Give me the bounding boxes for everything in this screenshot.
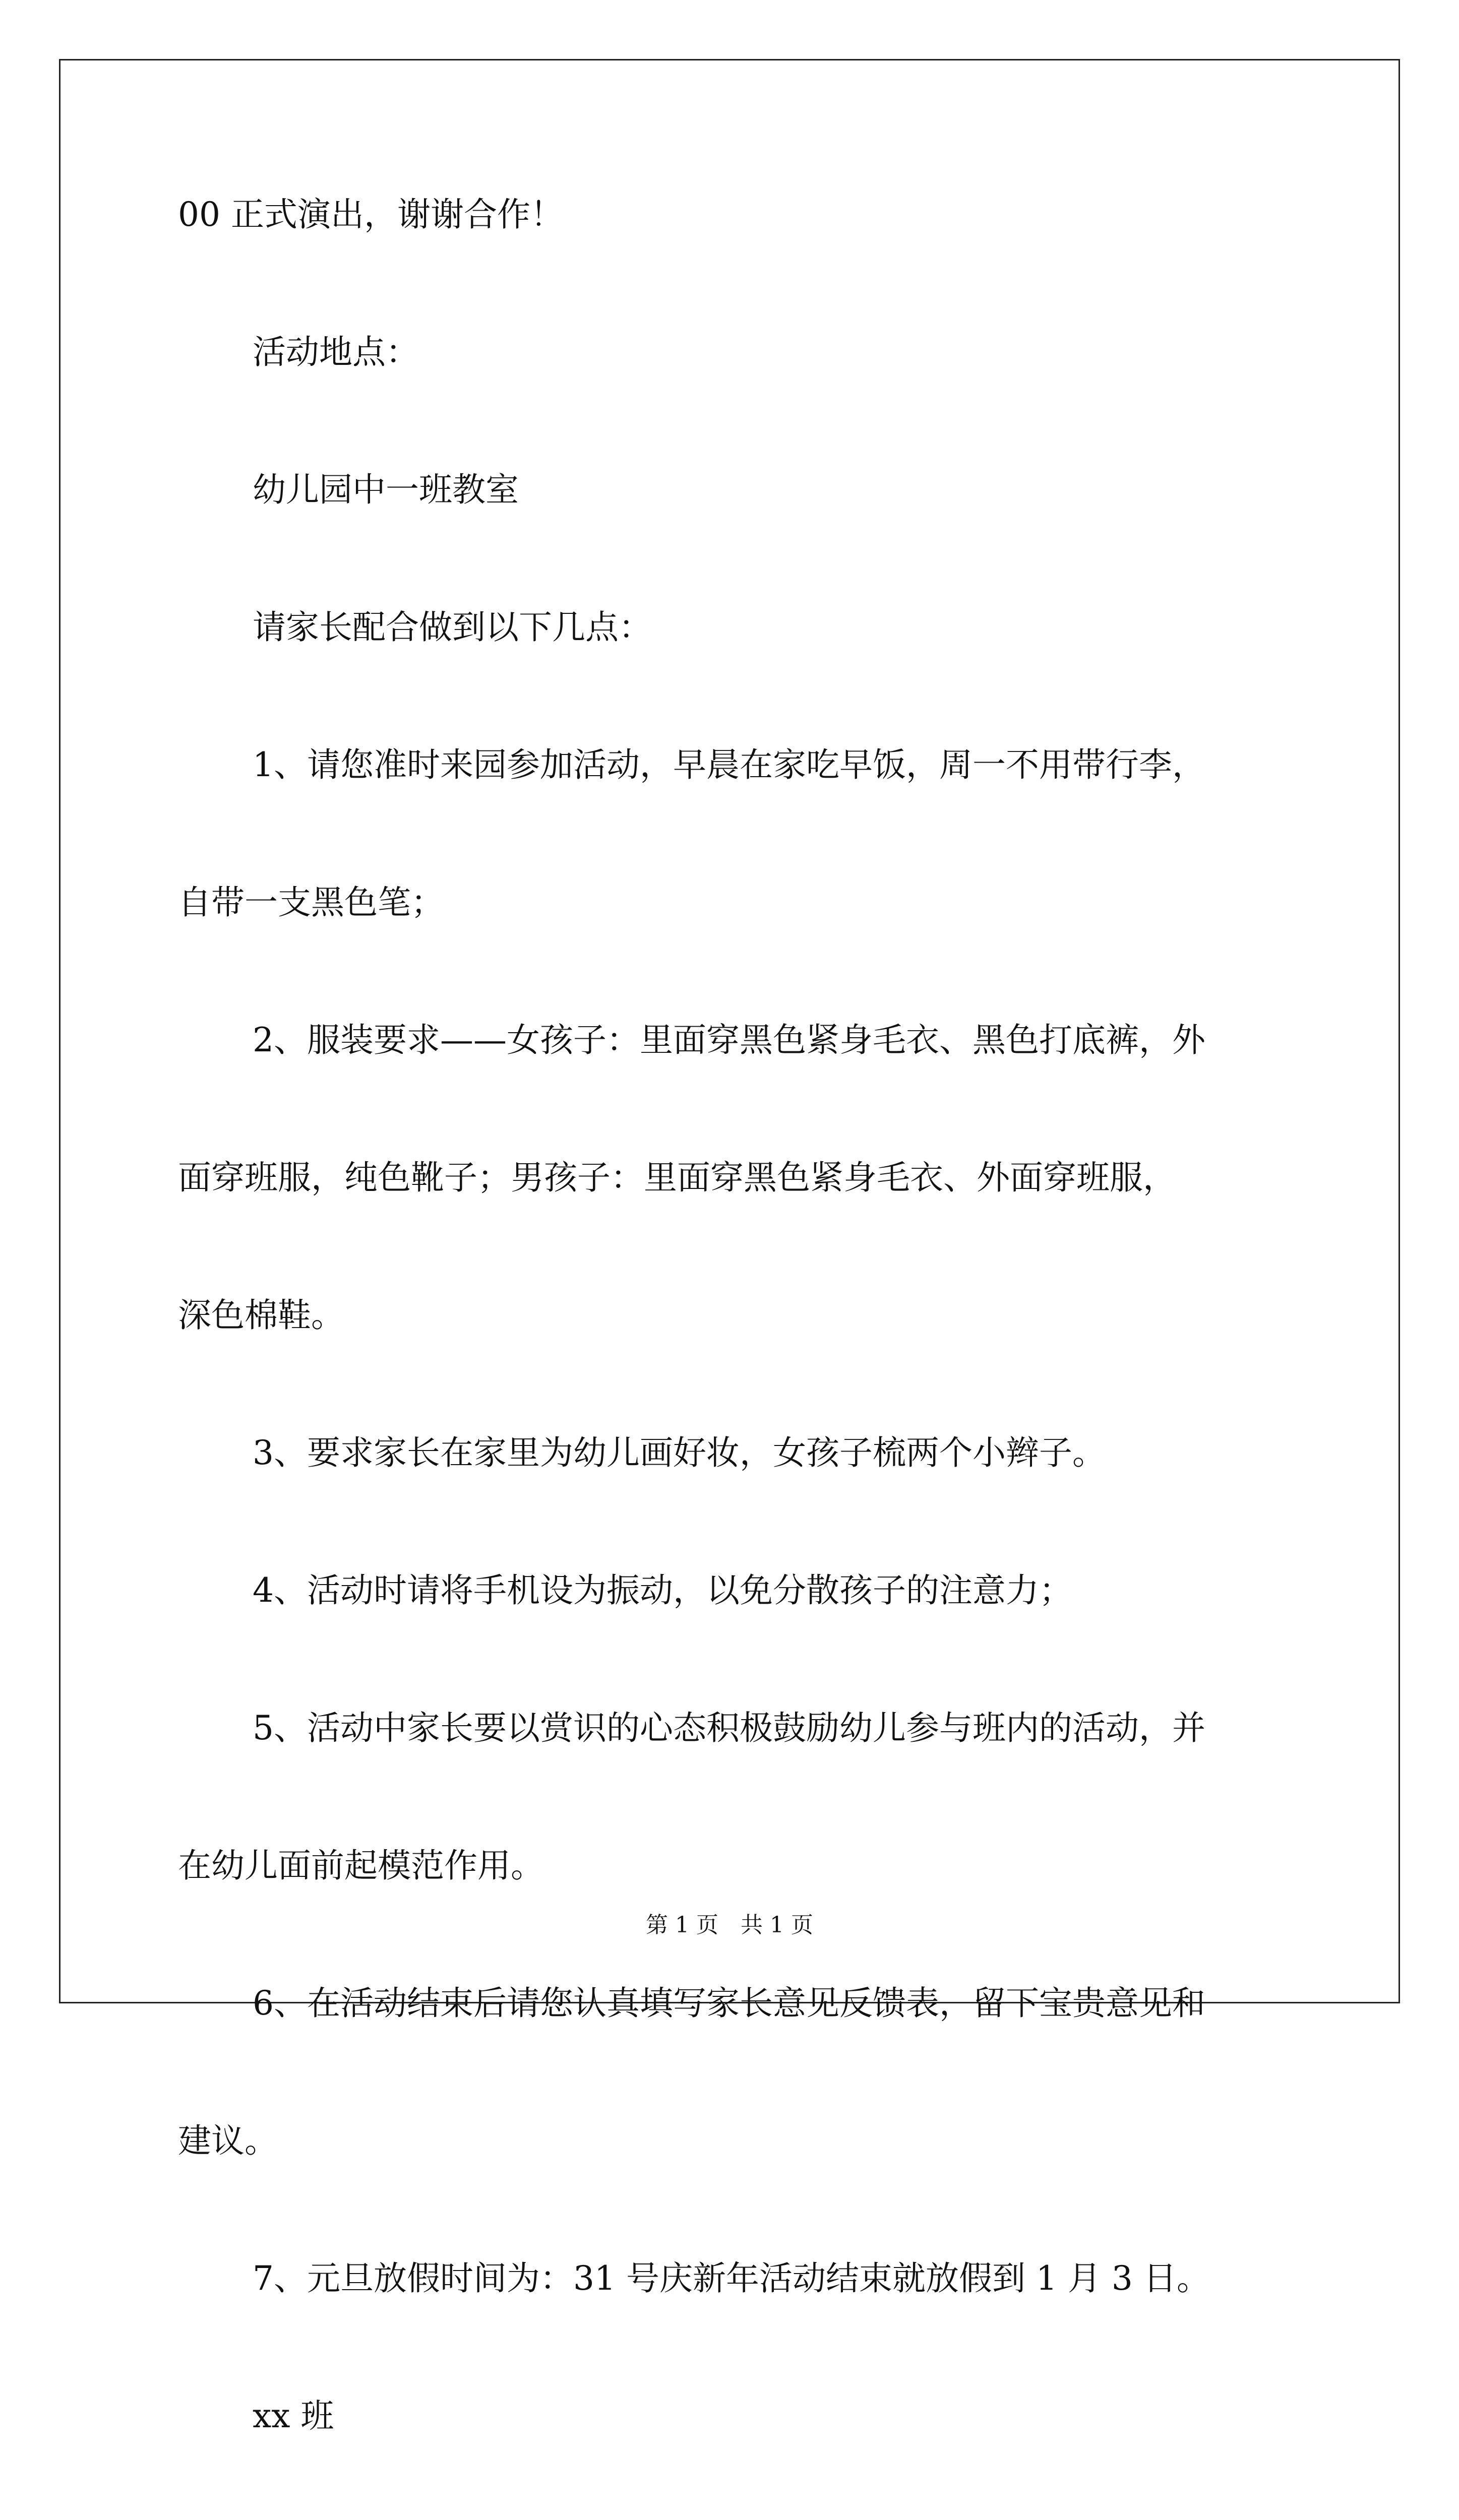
text-line-2: 活动地点： xyxy=(253,333,419,371)
text-line-15: 建议。 xyxy=(178,2121,278,2160)
document-body xyxy=(178,192,1307,2520)
text-line-13: 在幼儿面前起模范作用。 xyxy=(178,1846,544,1885)
text-line-5: 1、请您准时来园参加活动，早晨在家吃早饭，周一不用带行李， xyxy=(253,745,1205,784)
text-line-4: 请家长配合做到以下几点： xyxy=(253,608,652,647)
text-line-8: 面穿班服，纯色靴子；男孩子：里面穿黑色紧身毛衣、外面穿班服， xyxy=(178,1158,1176,1197)
text-line-16: 7、元旦放假时间为：31 号庆新年活动结束就放假到 1 月 3 日。 xyxy=(253,2259,1210,2298)
text-line-12: 5、活动中家长要以赏识的心态积极鼓励幼儿参与班内的活动，并 xyxy=(253,1709,1205,1747)
page-footer: 第 1 页 共 1 页 xyxy=(646,1912,813,1938)
text-line-14: 6、在活动结束后请您认真填写家长意见反馈表，留下宝贵意见和 xyxy=(253,1984,1205,2023)
text-line-9: 深色棉鞋。 xyxy=(178,1296,344,1335)
text-line-10: 3、要求家长在家里为幼儿画好妆，女孩子梳两个小辫子。 xyxy=(253,1433,1106,1472)
text-line-6: 自带一支黑色笔； xyxy=(178,883,444,922)
text-line-11: 4、活动时请将手机设为振动，以免分散孩子的注意力； xyxy=(253,1571,1072,1610)
text-line-3: 幼儿园中一班教室 xyxy=(253,470,519,509)
text-line-1: 00 正式演出，谢谢合作！ xyxy=(178,195,564,234)
text-line-17: xx 班 xyxy=(253,2397,334,2435)
text-line-7: 2、服装要求——女孩子：里面穿黑色紧身毛衣、黑色打底裤，外 xyxy=(253,1021,1205,1059)
